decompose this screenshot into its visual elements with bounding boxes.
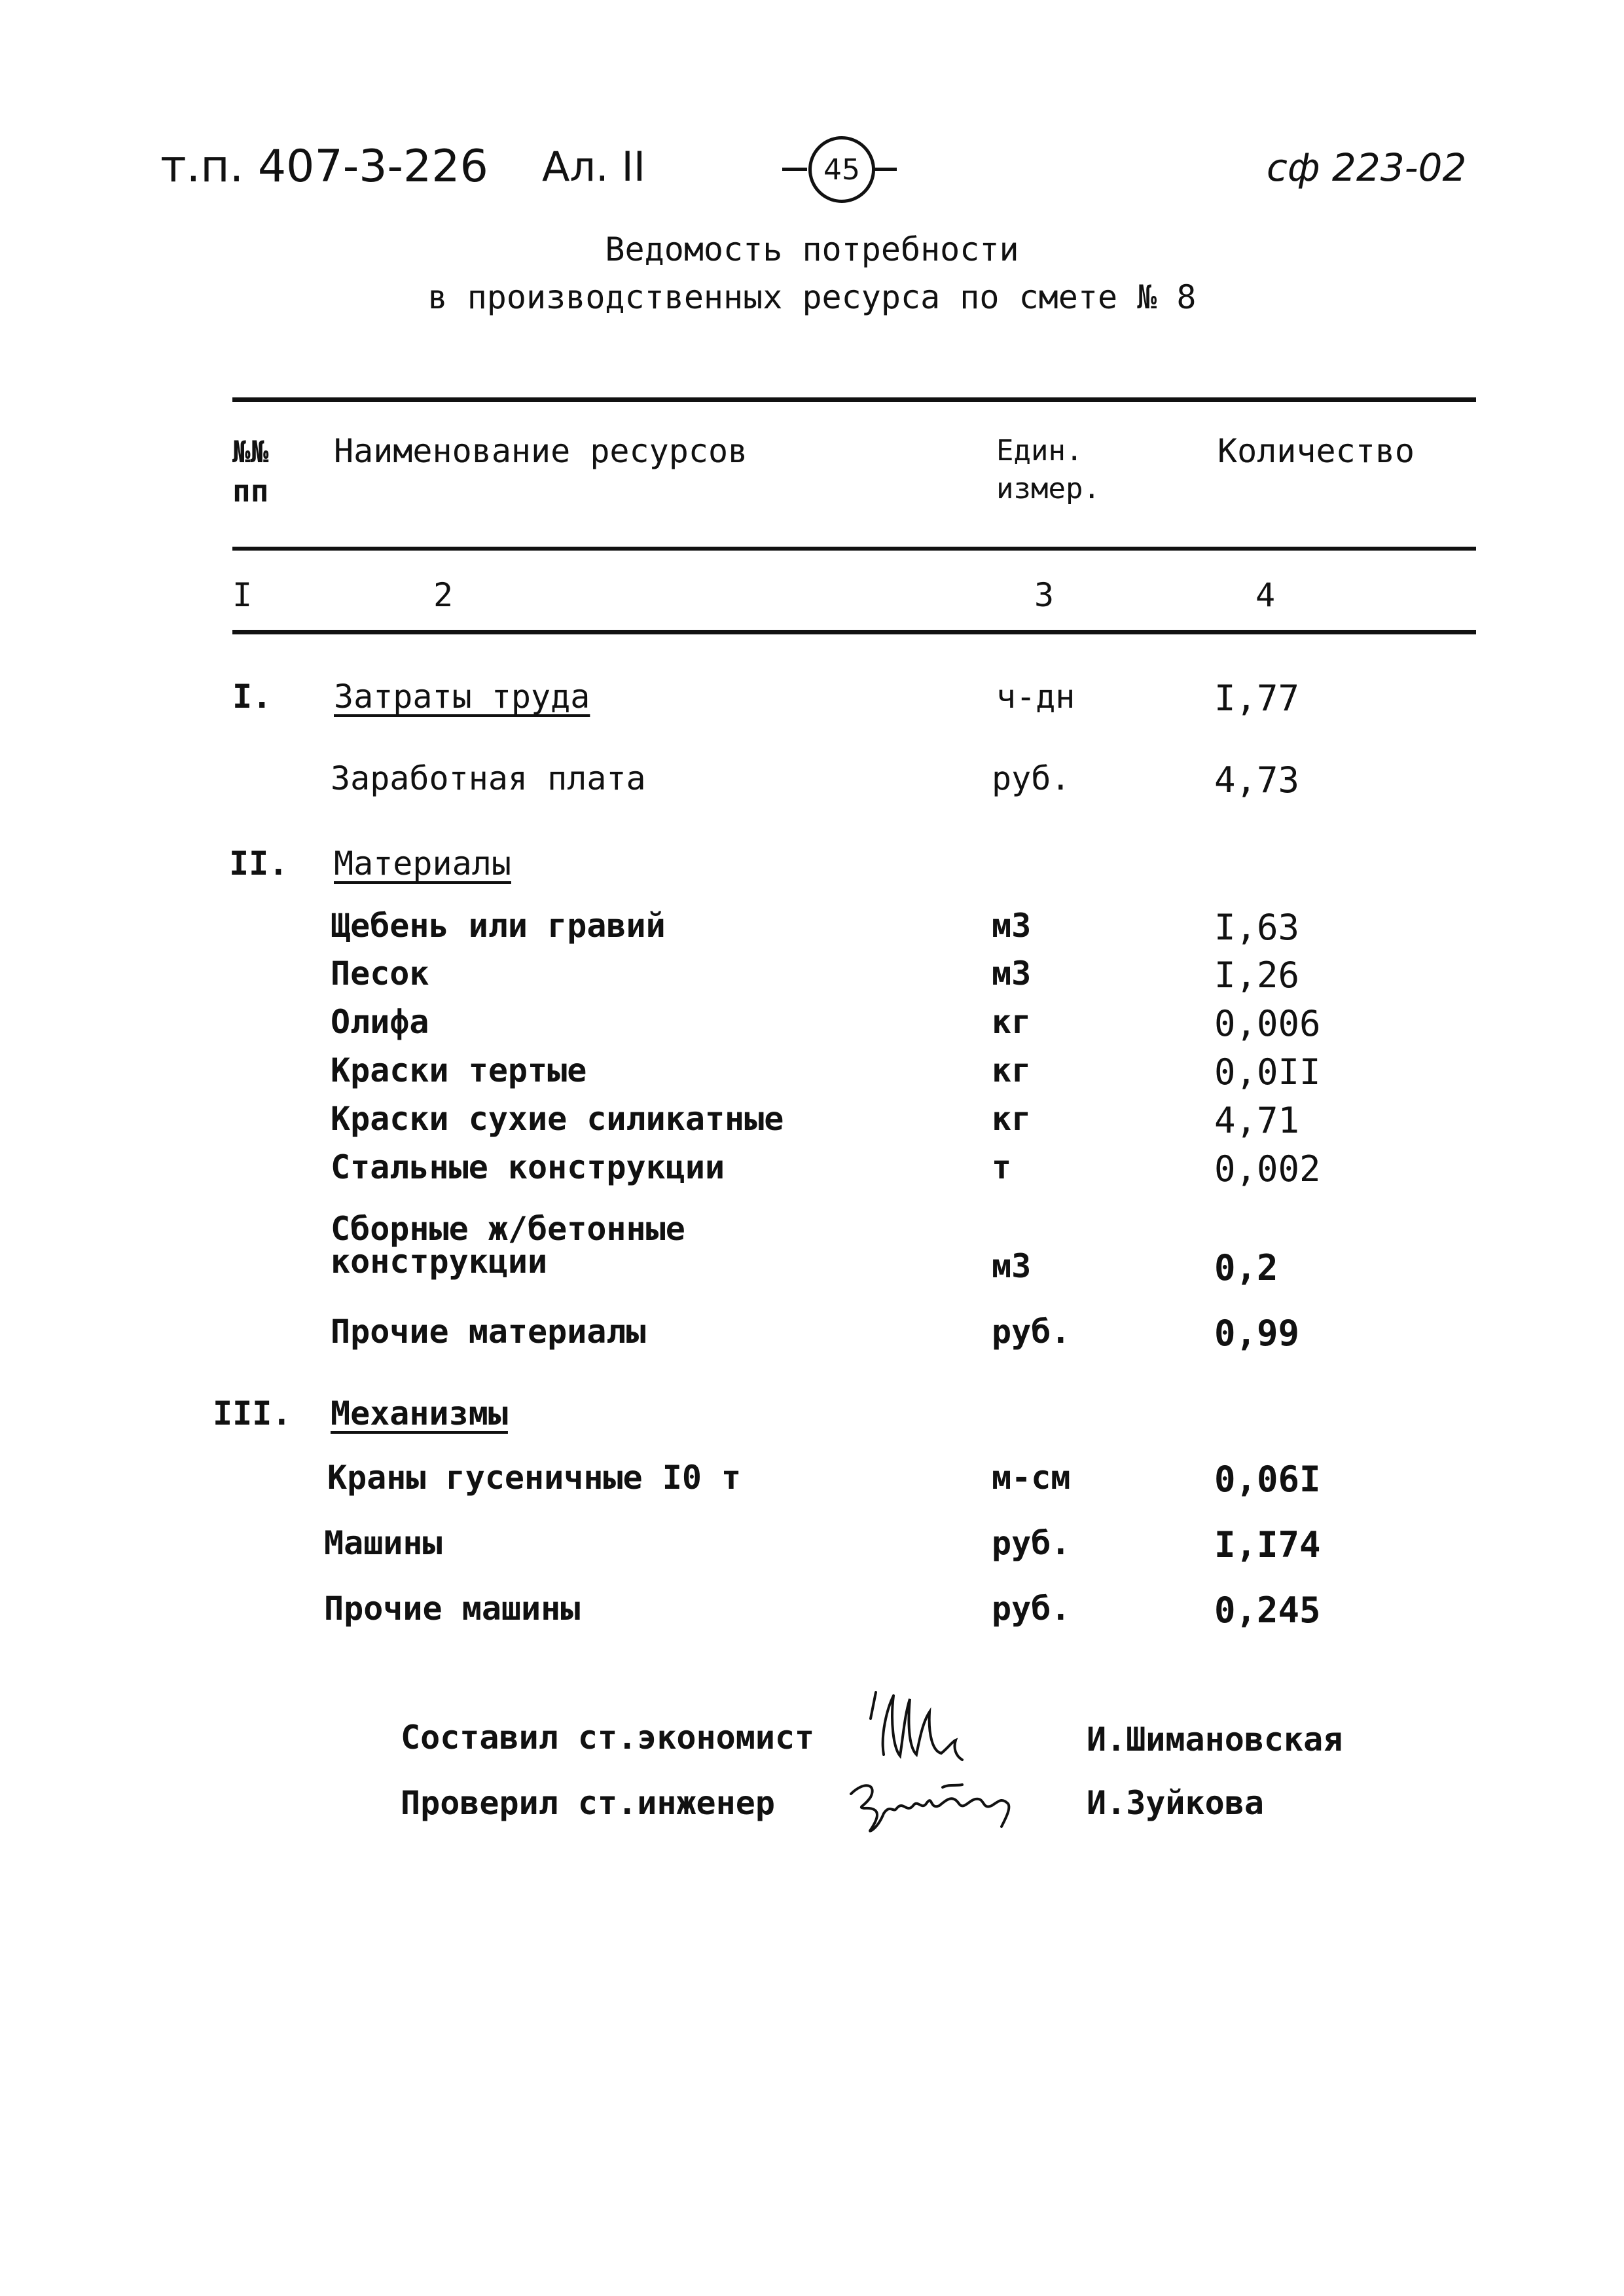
list-item-unit: м-см (992, 1459, 1071, 1497)
list-item-name: Олифа (331, 1003, 429, 1041)
section-title-labor: Затраты труда (334, 678, 590, 716)
list-item-qty: I,63 (1214, 907, 1300, 948)
list-item-name: Стальные конструкции (331, 1148, 725, 1186)
sheet-code: сф 223-02 (1267, 145, 1467, 190)
list-item-name: Песок (331, 955, 429, 993)
checked-by-name: И.Зуйкова (1087, 1784, 1264, 1822)
list-item-name: Прочие машины (324, 1590, 581, 1628)
column-numbers-bottom-rule (232, 630, 1476, 634)
table-top-rule (232, 397, 1476, 402)
compiled-by-label: Составил ст.экономист (401, 1719, 815, 1757)
title-line-1: Ведомость потребности (605, 230, 1019, 268)
page-number-left-dash (782, 168, 807, 171)
wage-name: Заработная плата (331, 759, 646, 797)
list-item-unit: м3 (992, 955, 1032, 993)
checked-signature (844, 1768, 1034, 1840)
column-number-2: 2 (433, 576, 454, 614)
list-item-unit: т (992, 1148, 1012, 1186)
list-item-unit: руб. (992, 1524, 1071, 1562)
list-item-name: Щебень или гравий (331, 907, 666, 945)
header-name: Наименование ресурсов (334, 432, 748, 470)
page-number-circle (808, 136, 875, 203)
section-title-machinery: Механизмы (331, 1394, 508, 1432)
list-item-unit: руб. (992, 1313, 1071, 1351)
title-line-2: в производственных ресурса по смете № 8 (427, 278, 1197, 316)
list-item-name: Машины (324, 1524, 442, 1562)
header-bottom-rule (232, 547, 1476, 551)
wage-qty: 4,73 (1214, 759, 1300, 801)
compiled-by-name: И.Шимановская (1087, 1721, 1343, 1758)
list-item-unit: м3 (992, 1247, 1032, 1285)
section-num-materials: II. (229, 845, 289, 883)
list-item-unit: руб. (992, 1590, 1071, 1628)
list-item-qty: I,I74 (1214, 1524, 1321, 1565)
album-number: Ал. II (542, 143, 646, 191)
list-item-qty: 0,245 (1214, 1590, 1321, 1631)
list-item-qty: 0,2 (1214, 1247, 1278, 1288)
checked-by-label: Проверил ст.инженер (401, 1784, 775, 1822)
header-num: №№ пп (232, 434, 269, 509)
list-item-qty: 0,99 (1214, 1313, 1300, 1354)
compiled-signature (864, 1683, 995, 1774)
list-item-name: Краски сухие силикатные (331, 1100, 784, 1138)
page-number-right-dash (872, 168, 897, 171)
list-item-unit: кг (992, 1100, 1032, 1138)
list-item-qty: 4,71 (1214, 1100, 1300, 1141)
list-item-qty: 0,006 (1214, 1003, 1321, 1044)
list-item-unit: м3 (992, 907, 1032, 945)
list-item-unit: кг (992, 1003, 1032, 1041)
list-item-unit: кг (992, 1051, 1032, 1089)
list-item-name: Прочие материалы (331, 1313, 646, 1351)
header-unit: Един. измер. (996, 434, 1100, 505)
section-num-machinery: III. (213, 1394, 292, 1432)
column-number-1: I (232, 576, 253, 614)
list-item-name: Краны гусеничные I0 т (327, 1459, 742, 1497)
section-title-materials: Материалы (334, 845, 511, 883)
list-item-qty: 0,06I (1214, 1459, 1321, 1500)
project-code: т.п. 407-3-226 (160, 141, 488, 192)
section-num-labor: I. (232, 678, 272, 716)
list-item-qty: 0,002 (1214, 1148, 1321, 1190)
column-number-4: 4 (1255, 576, 1276, 614)
list-item-name: Сборные ж/бетонные конструкции (331, 1210, 685, 1281)
list-item-name: Краски тертые (331, 1051, 587, 1089)
page-number: 45 (823, 153, 860, 187)
header-qty: Количество (1218, 432, 1415, 470)
wage-unit: руб. (992, 759, 1071, 797)
labor-unit: ч-дн (996, 678, 1075, 716)
column-number-3: 3 (1034, 576, 1055, 614)
list-item-qty: I,26 (1214, 955, 1300, 996)
list-item-qty: 0,0II (1214, 1051, 1321, 1093)
labor-qty: I,77 (1214, 678, 1300, 719)
